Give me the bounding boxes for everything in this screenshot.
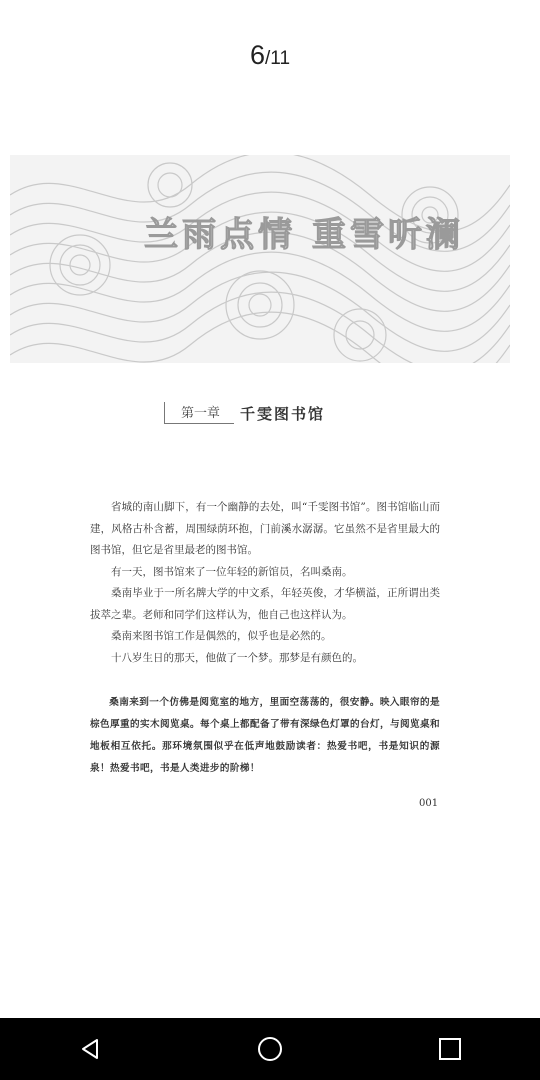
chapter-heading — [164, 402, 325, 424]
system-navbar — [0, 1018, 540, 1080]
total-pages: 11 — [270, 48, 291, 69]
home-button[interactable] — [240, 1024, 300, 1074]
banner-title: 兰雨点情 重雪听澜 — [144, 215, 464, 255]
paragraph: 省城的南山脚下，有一个幽静的去处，叫“千雯图书馆”。图书馆临山而建，风格古朴含蓄，周围绿荫环抱，门前溪水潺潺。它虽然不是省里最大的图书馆，但它是省里最老的图书馆。 — [90, 501, 440, 556]
back-button[interactable] — [60, 1024, 120, 1074]
home-icon — [256, 1035, 284, 1063]
dream-passage — [90, 692, 440, 780]
paragraph: 桑南来图书馆工作是偶然的，似乎也是必然的。 — [111, 630, 332, 642]
paragraph: 十八岁生日的那天，他做了一个梦。那梦是有颜色的。 — [111, 651, 363, 664]
chapter-body — [90, 497, 440, 669]
page-counter — [0, 40, 540, 71]
swirl-pattern — [10, 155, 510, 363]
recents-icon — [438, 1037, 462, 1061]
quote-paragraph: 桑南来到一个仿佛是阅览室的地方，里面空荡荡的，很安静。映入眼帘的是棕色厚重的实木阅览桌。每个桌上都配备了带有深绿色灯罩的台灯，与阅览桌和地板相互依托。那环境氛围似乎在低声地鼓励读者：热爱书吧，书是知识的源泉！热爱书吧，书是人类进步的阶梯！ — [90, 697, 440, 774]
back-icon — [78, 1037, 102, 1061]
paragraph: 桑南毕业于一所名牌大学的中文系，年轻英俊，才华横溢，正所谓出类拔萃之辈。老师和同学们这样认为，他自己也这样认为。 — [90, 587, 440, 621]
chapter-number: 第一章 — [164, 402, 234, 424]
recents-button[interactable] — [420, 1024, 480, 1074]
paragraph: 有一天，图书馆来了一位年轻的新馆员，名叫桑南。 — [111, 565, 353, 578]
chapter-banner — [10, 155, 510, 363]
page-number: 001 — [419, 798, 439, 809]
page-separator: / — [265, 48, 271, 69]
current-page: 6 — [249, 40, 265, 70]
chapter-title: 千雯图书馆 — [240, 404, 326, 423]
